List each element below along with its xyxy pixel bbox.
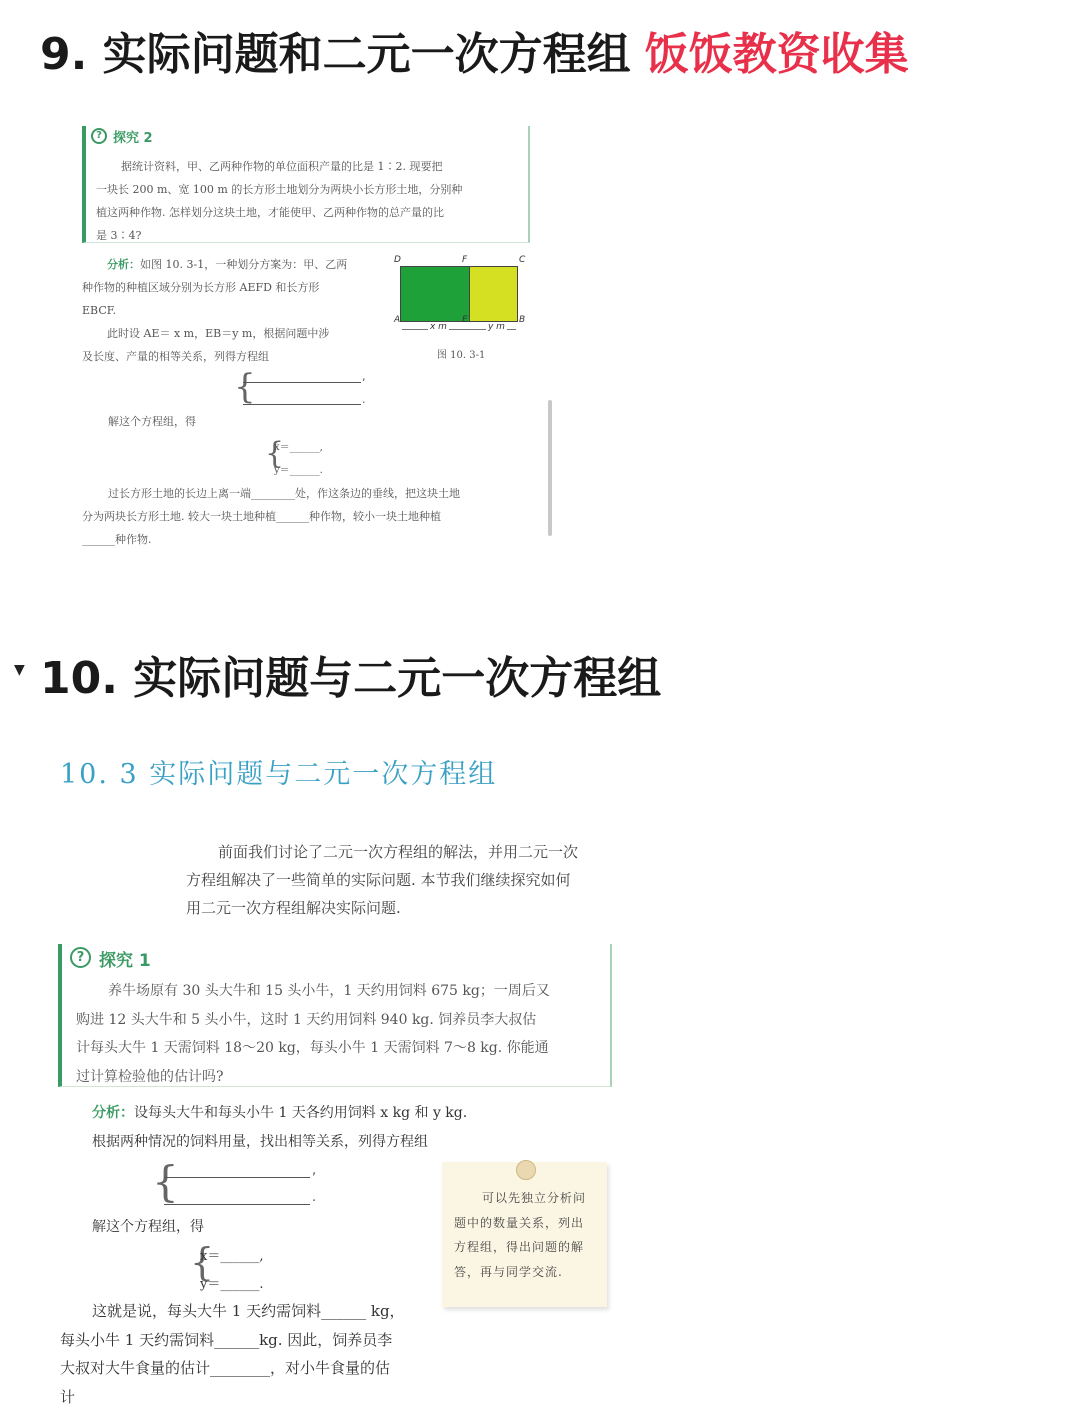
x-answer-9: x＝______, xyxy=(274,442,323,453)
section-10-heading: 10. 实际问题与二元一次方程组 xyxy=(40,653,662,704)
brace-9b: { xyxy=(265,436,285,471)
section-9-title: 9. 实际问题和二元一次方程组 xyxy=(40,29,631,80)
x-answer-10: x＝______, xyxy=(200,1249,264,1264)
label-c: C xyxy=(519,255,526,265)
analysis-9: 分析：如图 10. 3-1，一种划分方案为：甲、乙两 种作物的种植区域分别为长方形 AEFD 和长方形 EBCF. 此时设 AE＝ x m，EB＝y m，根据问题中涉 及长度、产量的相等关系，列得方程组 xyxy=(82,258,348,363)
book-section-heading: 10. 3 实际问题与二元一次方程组 xyxy=(60,759,498,790)
label-a: A xyxy=(394,315,401,325)
equation-blank-4[interactable] xyxy=(164,1204,310,1205)
section-9-heading xyxy=(40,18,909,82)
label-d: D xyxy=(394,255,401,265)
section-9-accent: 饭饭教资收集 xyxy=(644,29,909,80)
label-b: B xyxy=(519,315,526,325)
brace-10b: { xyxy=(190,1240,215,1284)
figure-divider xyxy=(469,266,470,322)
explore-1-title: 探究 1 xyxy=(99,951,151,971)
conclusion-9: 过长方形土地的长边上离一端________处，作这条边的垂线，把这块土地 分为两块长方形土地. 较大一块土地种植______种作物，较小一块土地种植 ______种作物. xyxy=(82,487,460,546)
conclusion-10: 这就是说，每头大牛 1 天约需饲料______ kg， 每头小牛 1 天约需饲料______kg. 因此，饲养员李 大叔对大牛食量的估计________，对小牛食量的估 计 xyxy=(60,1302,405,1406)
equation-blank-1[interactable] xyxy=(243,382,361,383)
solve-text-10: 解这个方程组，得 xyxy=(92,1219,204,1235)
explore-2-title: 探究 2 xyxy=(113,131,153,146)
equation-blank-2[interactable] xyxy=(243,404,361,405)
explore-2-text: 据统计资料，甲、乙两种作物的单位面积产量的比是 1∶2. 现要把 一块长 200 m、宽 100 m 的长方形土地划分为两块小长方形土地，分别种 植这两种作物. 怎样划分这块土地，才能使甲、乙两种作物的总产量的比 是 3∶4? xyxy=(96,160,463,242)
period-mark: . xyxy=(312,1190,317,1205)
question-icon: ? xyxy=(70,947,91,968)
scrollbar[interactable] xyxy=(548,400,552,536)
label-f: F xyxy=(462,255,468,265)
y-answer-9: y＝______. xyxy=(274,465,323,476)
intro-text: 前面我们讨论了二元一次方程组的解法，并用二元一次 方程组解决了一些简单的实际问题. 本节我们继续探究如何 用二元一次方程组解决实际问题. xyxy=(186,843,579,917)
label-e: E xyxy=(462,315,468,325)
pin-icon xyxy=(516,1160,536,1180)
figure-outline xyxy=(400,266,518,322)
brace-9a: { xyxy=(234,367,256,407)
brace-10a: { xyxy=(152,1157,179,1206)
period-mark: . xyxy=(362,393,366,406)
explore-1-text: 养牛场原有 30 头大牛和 15 头小牛，1 天约用饲料 675 kg；一周后又 购进 12 头大牛和 5 头小牛，这时 1 天约用饲料 940 kg. 饲养员李大叔估 计每头大牛 1 天需饲料 18～20 kg，每头小牛 1 天需饲料 7～8 kg. 你能通 过计算检验他的估计吗? xyxy=(76,983,550,1085)
comma-mark: , xyxy=(312,1163,317,1178)
figure-caption: 图 10. 3-1 xyxy=(437,350,486,361)
y-answer-10: y＝______. xyxy=(200,1277,264,1292)
collapse-caret-icon[interactable]: ▼ xyxy=(14,662,25,678)
solve-text-9: 解这个方程组，得 xyxy=(108,415,196,428)
question-icon: ? xyxy=(91,128,107,144)
comma-mark: , xyxy=(362,370,366,383)
sticky-note-text: 可以先独立分析问 题中的数量关系，列出 方程组，得出问题的解 答，再与同学交流. xyxy=(454,1191,587,1279)
label-x-m: x m xyxy=(430,322,447,332)
analysis-10: 分析：设每头大牛和每头小牛 1 天各约用饲料 x kg 和 y kg. 根据两种情况的饲料用量，找出相等关系，列得方程组 xyxy=(92,1105,468,1150)
label-y-m: y m xyxy=(488,322,505,332)
equation-blank-3[interactable] xyxy=(164,1177,310,1178)
